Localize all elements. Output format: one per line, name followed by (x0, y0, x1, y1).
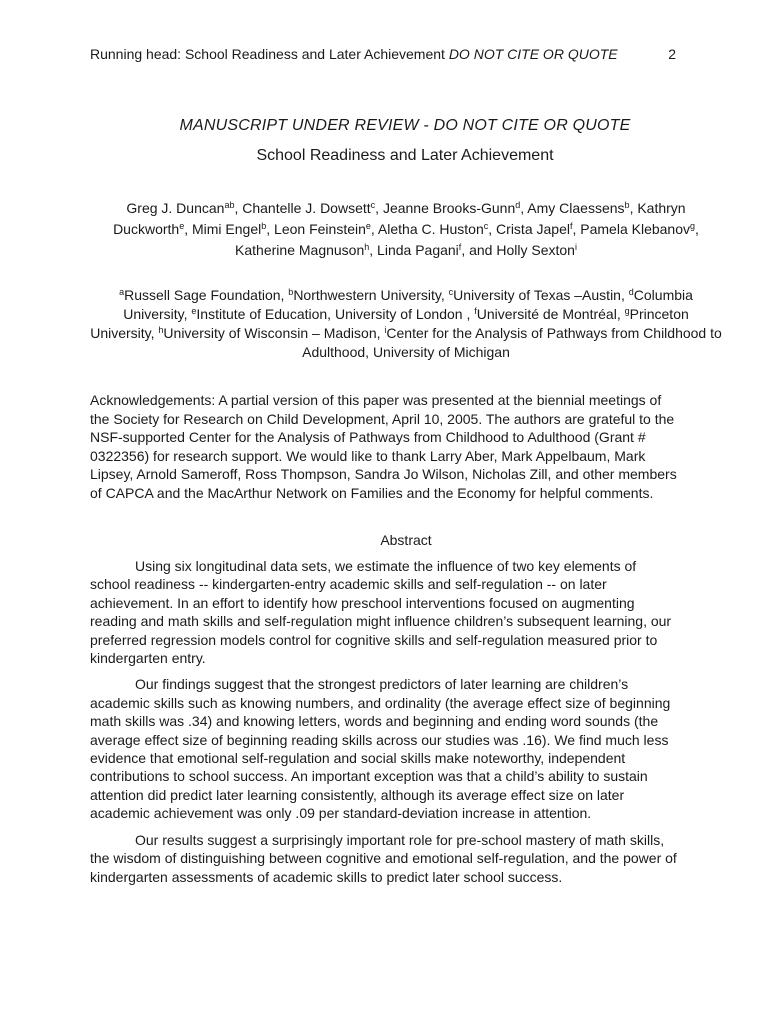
affiliation-marker: g (624, 306, 630, 316)
author-name: Leon Feinstein (274, 221, 366, 237)
author (527, 200, 633, 216)
author-name: Mimi Engel (192, 221, 262, 237)
author-name: Crista Japel (496, 221, 570, 237)
author-separator: , (488, 221, 497, 237)
author-name: Holly Sexton (496, 242, 575, 258)
abstract-heading: Abstract (380, 532, 432, 548)
author-separator: , (375, 200, 383, 216)
affiliation-name: Center for the Analysis of Pathways from Childhood to Adulthood, University of Michigan (302, 325, 722, 360)
running-head-notice: DO NOT CITE OR QUOTE (448, 46, 618, 62)
abstract-paragraph: Using six longitudinal data sets, we estimate the influence of two key elements of school readiness -- kindergarten-entry academic skills and self-regulation -- on later achievement. In an effort to identify how preschool interventions focused on augmenting reading and math skills and self-regulation might influence children’s subsequent learning, our preferred regression models control for cognitive skills and self-regulation measured prior to kindergarten entry. (90, 558, 672, 667)
page-number: 2 (668, 46, 676, 62)
author (580, 221, 699, 237)
paper-title: School Readiness and Later Achievement (256, 147, 554, 164)
affiliation-marker: i (384, 325, 387, 335)
affiliation-name: Institute of Education, University of London , (196, 306, 475, 322)
author-affiliation-marker: i (574, 242, 577, 252)
author-affiliation-marker: b (261, 221, 267, 231)
author-separator: , (234, 200, 243, 216)
abstract-paragraph: Our findings suggest that the strongest predictors of later learning are children’s academic skills such as knowing numbers, and ordinality (the average effect size of beginning math skills was .34) and knowing letters, words and beginning and ending word sounds (the average effect size of beginning reading skills across our studies was .16). We find much less evidence that emotional self-regulation and social skills make noteworthy, independent contributions to school success. An important exception was that a child’s ability to sustain attention did predict later learning consistently, although its average effect size on later academic achievement was only .09 per standard-deviation increase in attention. (90, 676, 671, 822)
author-affiliation-marker: e (179, 221, 185, 231)
affiliation (158, 325, 387, 341)
author (377, 242, 496, 258)
author-list (90, 198, 722, 261)
author-separator: , (629, 200, 634, 216)
abstract-paragraph: Our results suggest a surprisingly important role for pre-school mastery of math skills, the wisdom of distinguishing between cognitive and emotional self-regulation, and the power of kindergarten assessments of academic skills to predict later school success. (90, 831, 677, 885)
affiliation (288, 287, 448, 303)
author-affiliation-marker: f (458, 242, 462, 252)
author-name: Pamela Klebanov (580, 221, 691, 237)
affiliation (449, 287, 629, 303)
author-separator: , (572, 221, 581, 237)
author-affiliation-marker: d (515, 200, 521, 210)
affiliation-name: Columbia University, (123, 287, 693, 322)
running-head-text (90, 46, 618, 62)
affiliation-name: Université de Montréal, (476, 306, 625, 322)
affiliation-list (90, 286, 722, 362)
affiliation-marker: f (474, 306, 477, 316)
author-separator: , (520, 200, 528, 216)
author (383, 200, 527, 216)
author-name: Chantelle J. Dowsett (242, 200, 371, 216)
affiliation-name: Princeton University, (90, 306, 689, 341)
affiliation-marker: e (191, 306, 197, 316)
author (496, 242, 577, 258)
author (235, 242, 377, 258)
author-name: Aletha C. Huston (377, 221, 484, 237)
author-name: Linda Pagani (377, 242, 459, 258)
author (126, 200, 242, 216)
author-separator: , (369, 242, 378, 258)
running-head-title: Running head: School Readiness and Later Achievement (90, 46, 449, 62)
affiliation (191, 306, 474, 322)
manuscript-notice: MANUSCRIPT UNDER REVIEW - DO NOT CITE OR QUOTE (179, 117, 631, 134)
author (242, 200, 383, 216)
author-affiliation-marker: g (690, 221, 696, 231)
author-separator: , (184, 221, 192, 237)
author-affiliation-marker: b (624, 200, 630, 210)
author-affiliation-marker: e (365, 221, 371, 231)
affiliation (119, 287, 288, 303)
author (378, 221, 496, 237)
author-name: Jeanne Brooks-Gunn (382, 200, 516, 216)
affiliation-name: University of Texas –Austin, (453, 287, 629, 303)
author (496, 221, 580, 237)
author-separator: , (695, 221, 699, 237)
acknowledgements: Acknowledgements: A partial version of this paper was presented at the biennial meetings of the Society for Research on Child Development, April 10, 2005. The authors are grateful to the NSF-supported Center for the Analysis of Pathways from Childhood to Adulthood (Grant # 0322356) for research support. We would like to thank Larry Aber, Mark Appelbaum, Mark Lipsey, Arnold Sameroff, Ross Thompson, Sandra Jo Wilson, Nicholas Zill, and other members of CAPCA and the MacArthur Network on Families and the Economy for helpful comments. (90, 392, 677, 501)
abstract-body (90, 557, 680, 894)
running-head (90, 46, 676, 62)
author-separator: , (370, 221, 378, 237)
affiliation-marker: h (158, 325, 164, 335)
author (274, 221, 378, 237)
author-name: Amy Claessens (527, 200, 625, 216)
author-affiliation-marker: ab (224, 200, 235, 210)
affiliation-name: University of Wisconsin – Madison, (163, 325, 385, 341)
affiliation-marker: d (628, 287, 634, 297)
author-affiliation-marker: f (569, 221, 573, 231)
author-separator: , (266, 221, 275, 237)
author-name: Greg J. Duncan (126, 200, 225, 216)
author-name: Katherine Magnuson (235, 242, 365, 258)
author (192, 221, 274, 237)
author-separator: , and (461, 242, 497, 258)
affiliation-name: Northwestern University, (293, 287, 449, 303)
author-affiliation-marker: c (483, 221, 489, 231)
affiliation-marker: b (288, 287, 294, 297)
affiliation-name: Russell Sage Foundation, (124, 287, 289, 303)
author-name: Kathryn Duckworth (113, 200, 686, 237)
affiliation-marker: a (119, 287, 125, 297)
affiliation-marker: c (448, 287, 454, 297)
affiliation (474, 306, 624, 322)
author-affiliation-marker: h (364, 242, 370, 252)
author-affiliation-marker: c (370, 200, 376, 210)
